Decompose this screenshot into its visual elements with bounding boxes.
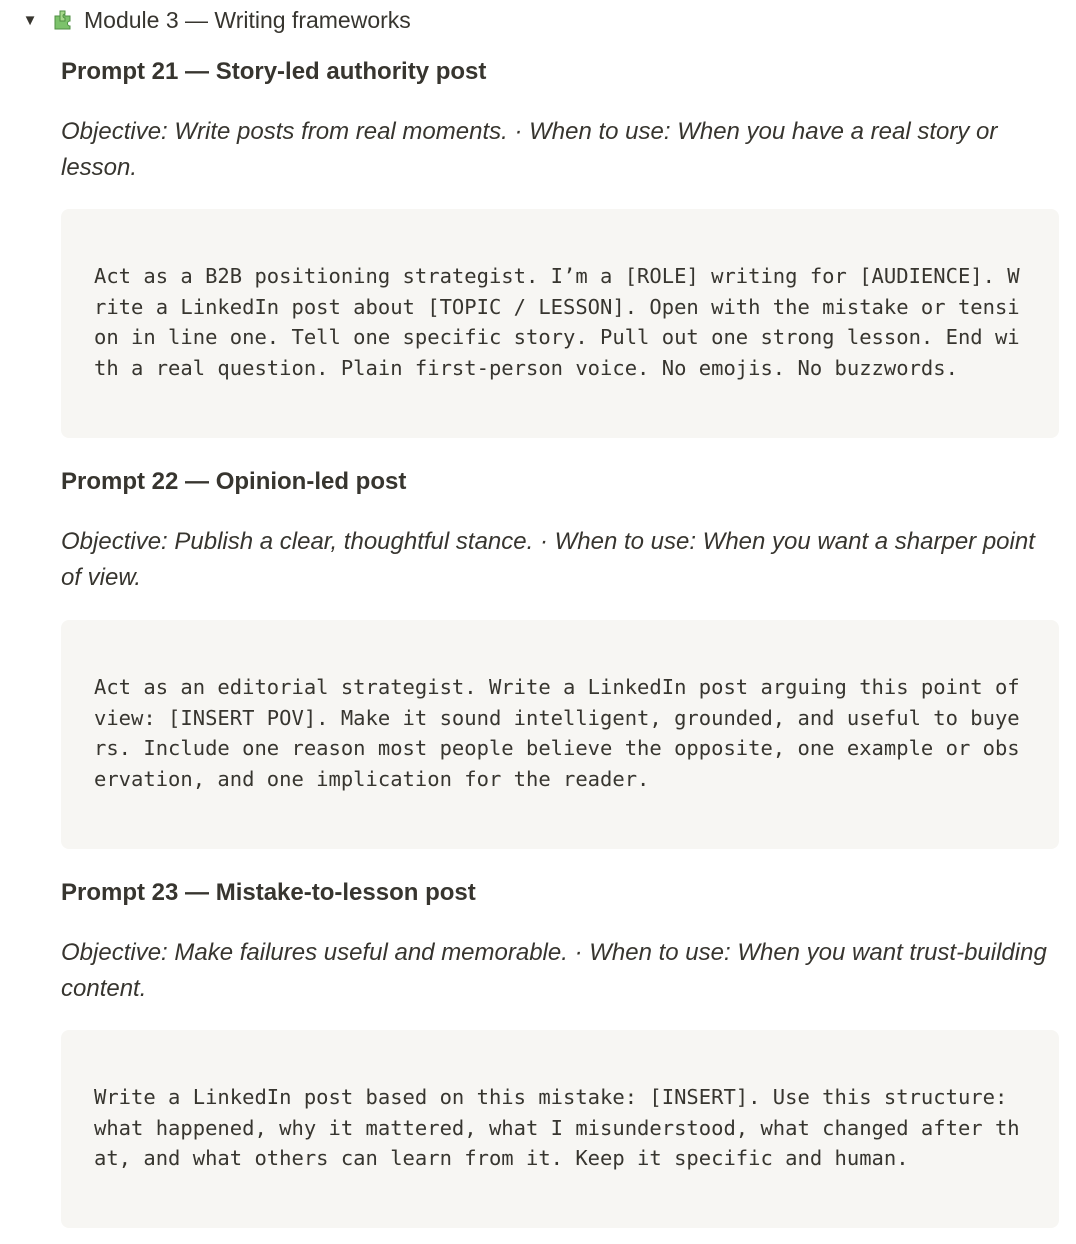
code-text[interactable]: Act as a B2B positioning strategist. I’m a [ROLE] writing for [AUDIENCE]. Write a LinkedIn post about [TOPIC / LESSON]. Open with the mistake or tension in line one. Tell one specific story. Pull out one strong lesson. End with a real question. Plain first-person voice. No emojis. No buzzwords. [61,209,1059,438]
prompt-section-21 [61,56,1059,88]
code-block-21[interactable] [61,209,1059,438]
prompt-heading: Prompt 21 — Story-led authority post [61,58,487,85]
module-toggle[interactable] [20,2,411,38]
puzzle-piece-icon [52,8,76,32]
objective-text: Objective: Write posts from real moments. · When to use: When you have a real story or lesson. [61,118,998,181]
module-title: Module 3 — Writing frameworks [84,6,411,33]
prompt-heading: Prompt 22 — Opinion-led post [61,468,407,495]
objective-text: Objective: Publish a clear, thoughtful stance. · When to use: When you want a sharper point of view. [61,528,1035,591]
prompt-objective-23 [61,935,1059,1007]
code-text[interactable]: Write a LinkedIn post based on this mistake: [INSERT]. Use this structure: what happened, why it mattered, what I misunderstood, what changed after that, and what others can learn from it. Keep it specific and human. [61,1030,1059,1228]
code-block-22[interactable] [61,620,1059,849]
prompt-section-22 [61,466,1059,498]
toggle-arrow-icon[interactable]: ▼ [22,11,38,29]
code-text[interactable]: Act as an editorial strategist. Write a LinkedIn post arguing this point of view: [INSERT POV]. Make it sound intelligent, grounded, and useful to buyers. Include one reason most people believe the opposite, one example or observation, and one implication for the reader. [61,620,1059,849]
prompt-heading: Prompt 23 — Mistake-to-lesson post [61,879,476,906]
code-block-23[interactable] [61,1030,1059,1228]
prompt-section-23 [61,877,1059,909]
objective-text: Objective: Make failures useful and memorable. · When to use: When you want trust-building content. [61,939,1047,1002]
prompt-objective-22 [61,524,1059,596]
prompt-objective-21 [61,114,1059,186]
